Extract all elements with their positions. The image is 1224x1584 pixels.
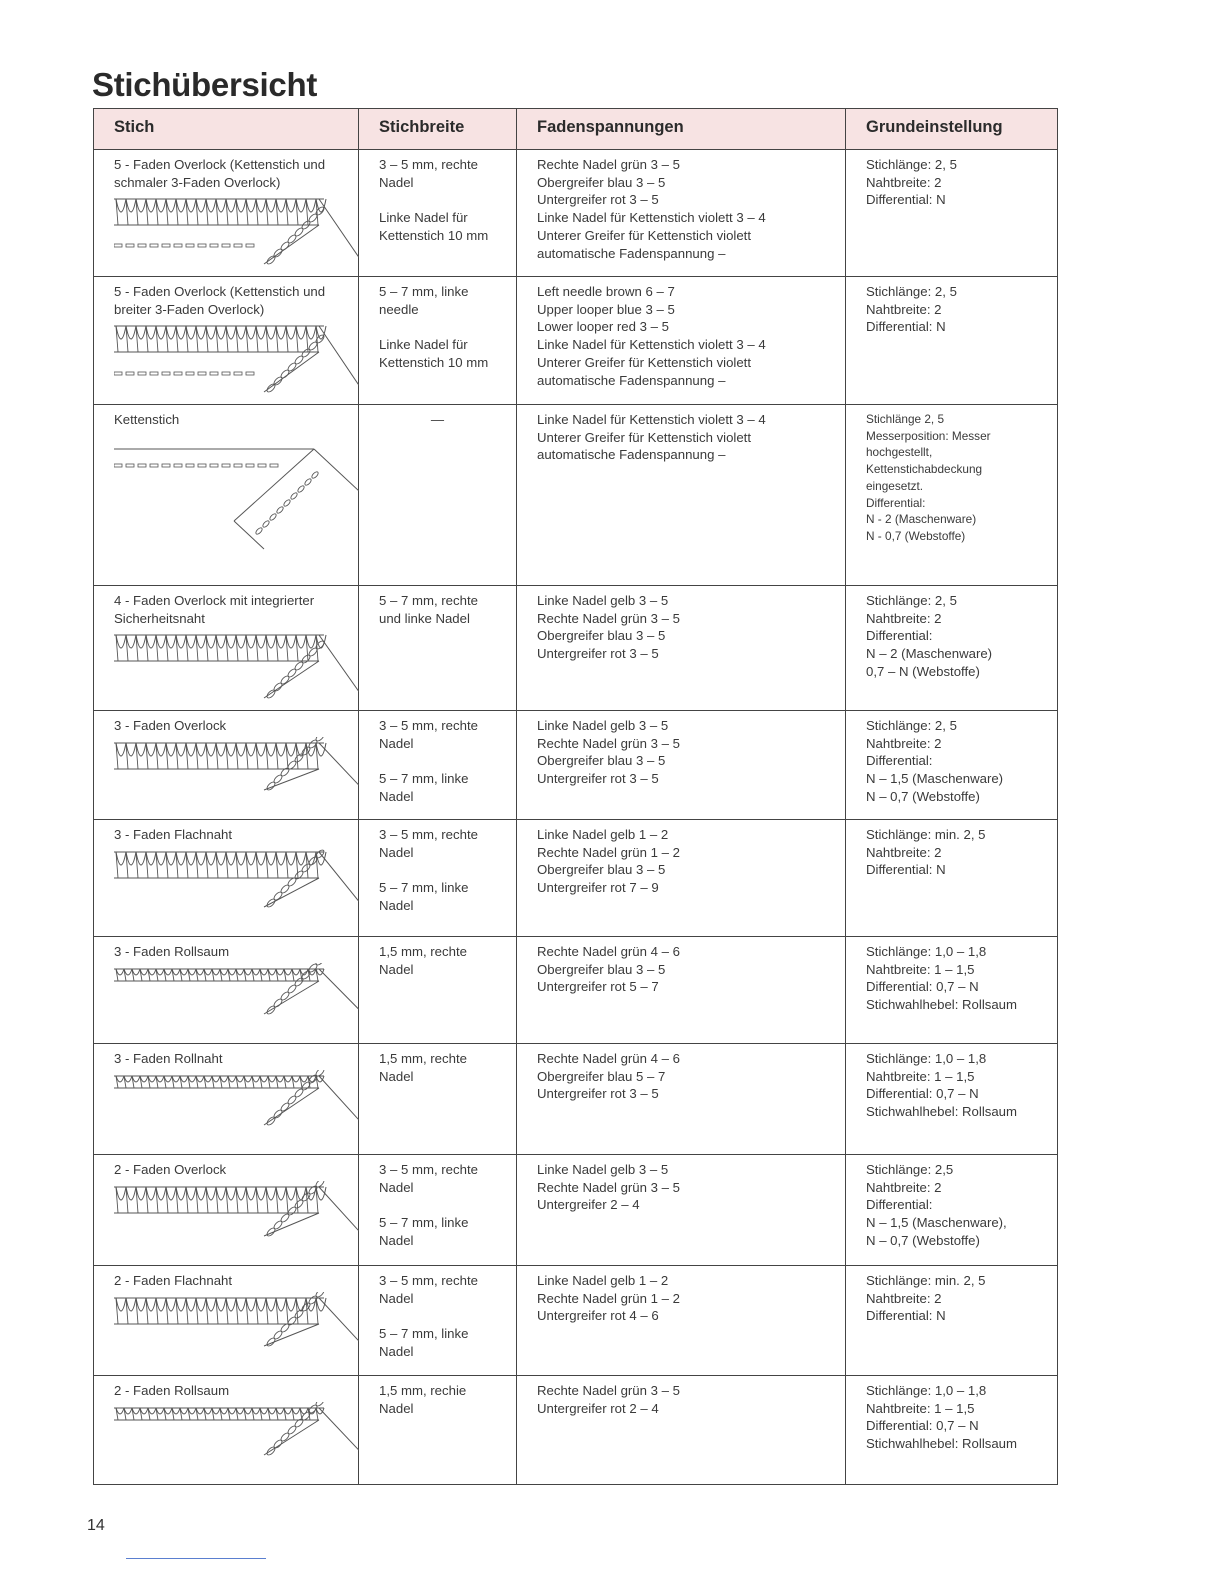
text-line: Differential: N	[866, 319, 946, 335]
stitch-name: 3 - Faden Flachnaht	[114, 827, 233, 842]
thread-tension-cell	[517, 820, 846, 937]
stitch-name: 2 - Faden Flachnaht	[114, 1273, 233, 1288]
text-line: N - 2 (Maschenware)	[866, 512, 977, 527]
stitch-illustration	[114, 431, 359, 551]
thread-tension-cell	[517, 277, 846, 405]
column-header-stich: Stich	[94, 109, 359, 150]
basic-setting-cell	[846, 820, 1058, 937]
text-line: 1,5 mm, rechte	[379, 1051, 467, 1066]
stitch-cell	[94, 1044, 359, 1155]
table-header-row	[94, 109, 1058, 150]
text-line: Nahtbreite: 2	[866, 844, 942, 860]
text-line: Rechte Nadel grün 3 – 5	[537, 1383, 680, 1398]
text-line: Kettenstich 10 mm	[379, 354, 489, 370]
text-line: Nadel	[379, 844, 414, 860]
page-number: 14	[87, 1517, 105, 1534]
text-line: Nadel	[379, 961, 414, 977]
stitch-name: Kettenstich	[114, 412, 180, 427]
text-line: Kettenstichabdeckung	[866, 462, 983, 477]
text-line: Nadel	[379, 174, 414, 190]
stitch-width-cell	[359, 1266, 517, 1376]
text-line: Kettenstich 10 mm	[379, 227, 489, 243]
text-line: 5 – 7 mm, linke	[379, 880, 469, 896]
stitch-cell	[94, 1376, 359, 1485]
text-line: Nahtbreite: 2	[866, 1179, 942, 1195]
thread-tension-cell	[517, 1266, 846, 1376]
table-row	[94, 820, 1058, 937]
text-line: Differential: 0,7 – N	[866, 1086, 979, 1102]
stitch-illustration	[114, 1292, 359, 1350]
stitch-width-cell	[359, 277, 517, 405]
text-line: Stichwahlhebel: Rollsaum	[866, 997, 1017, 1013]
text-line: Differential:	[866, 495, 926, 510]
stitch-name: 2 - Faden Overlock	[114, 1162, 227, 1177]
text-line: Untergreifer rot 3 – 5	[537, 771, 659, 787]
basic-setting-cell	[846, 277, 1058, 405]
text-line: hochgestellt,	[866, 445, 933, 460]
text-line: Obergreifer blau 3 – 5	[537, 628, 666, 644]
stitch-cell	[94, 711, 359, 820]
stitch-illustration	[114, 1402, 359, 1459]
text-line: N – 1,5 (Maschenware)	[866, 771, 1004, 787]
stitch-cell	[94, 820, 359, 937]
column-header-stichbreite: Stichbreite	[359, 109, 517, 150]
stitch-width-cell	[359, 586, 517, 711]
text-line: Nadel	[379, 897, 414, 913]
text-line: Nadel	[379, 1179, 414, 1195]
text-line: Unterer Greifer für Kettenstich violett	[537, 354, 752, 370]
text-line: Stichlänge: 2,5	[866, 1162, 954, 1177]
text-line: Differential:	[866, 1197, 933, 1213]
basic-setting-cell	[846, 150, 1058, 277]
spacer	[379, 191, 510, 209]
thread-tension-cell	[517, 586, 846, 711]
stitch-name: 3 - Faden Rollnaht	[114, 1051, 223, 1066]
text-line: Linke Nadel gelb 1 – 2	[537, 1273, 669, 1288]
text-line: 3 – 5 mm, rechte	[379, 1162, 478, 1177]
stitch-illustration	[114, 320, 359, 396]
text-line: Upper looper blue 3 – 5	[537, 301, 675, 317]
spacer	[379, 1196, 510, 1214]
text-line: Untergreifer rot 7 – 9	[537, 880, 659, 896]
text-line: Nadel	[379, 1068, 414, 1084]
stitch-cell	[94, 277, 359, 405]
text-line: Obergreifer blau 3 – 5	[537, 753, 666, 769]
thread-tension-cell	[517, 405, 846, 586]
text-line: Linke Nadel gelb 3 – 5	[537, 718, 669, 733]
text-line: N – 0,7 (Webstoffe)	[866, 788, 980, 804]
stitch-width-cell	[359, 820, 517, 937]
text-line: 1,5 mm, rechte	[379, 944, 467, 959]
stitch-width-cell	[359, 1155, 517, 1266]
text-line: Nahtbreite: 1 – 1,5	[866, 1400, 975, 1416]
stitch-width-cell	[359, 150, 517, 277]
text-line: Rechte Nadel grün 1 – 2	[537, 844, 680, 860]
stitch-name: 5 - Faden Overlock (Kettenstich und schmaler 3-Faden Overlock)	[114, 157, 326, 190]
empty-dash: —	[430, 412, 445, 427]
text-line: Linke Nadel für Kettenstich violett 3 – 4	[537, 210, 766, 226]
stitch-cell	[94, 937, 359, 1044]
stitch-illustration	[114, 193, 359, 268]
text-line: automatische Fadenspannung –	[537, 372, 726, 388]
stitch-illustration	[114, 846, 359, 911]
text-line: Nadel	[379, 1232, 414, 1248]
table-row	[94, 1155, 1058, 1266]
basic-setting-cell	[846, 1155, 1058, 1266]
stitch-name: 4 - Faden Overlock mit integrierter Sicherheitsnaht	[114, 593, 315, 626]
stitch-width-cell	[359, 405, 517, 586]
stitch-overview-table	[93, 108, 1058, 1485]
stitch-illustration	[114, 1070, 359, 1129]
stitch-cell	[94, 1155, 359, 1266]
text-line: Nadel	[379, 1400, 414, 1416]
text-line: Differential:	[866, 628, 933, 644]
spacer	[379, 318, 510, 336]
stitch-cell	[94, 586, 359, 711]
text-line: 5 – 7 mm, rechte	[379, 593, 478, 608]
stitch-illustration	[114, 1181, 359, 1240]
text-line: Rechte Nadel grün 3 – 5	[537, 610, 680, 626]
text-line: und linke Nadel	[379, 610, 470, 626]
text-line: Nahtbreite: 2	[866, 735, 942, 751]
text-line: 5 – 7 mm, linke	[379, 1215, 469, 1231]
text-line: Linke Nadel gelb 3 – 5	[537, 593, 669, 608]
stitch-cell	[94, 150, 359, 277]
text-line: Stichlänge: min. 2, 5	[866, 1273, 986, 1288]
stitch-illustration	[114, 963, 359, 1018]
text-line: Rechte Nadel grün 3 – 5	[537, 1179, 680, 1195]
text-line: 5 – 7 mm, linke	[379, 771, 469, 787]
stitch-cell	[94, 405, 359, 586]
stitch-name: 5 - Faden Overlock (Kettenstich und breiter 3-Faden Overlock)	[114, 284, 326, 317]
thread-tension-cell	[517, 1155, 846, 1266]
basic-setting-cell	[846, 1376, 1058, 1485]
spacer	[379, 752, 510, 770]
text-line: Differential: 0,7 – N	[866, 1418, 979, 1434]
text-line: Differential:	[866, 753, 933, 769]
text-line: Nahtbreite: 2	[866, 610, 942, 626]
text-line: Stichlänge: 1,0 – 1,8	[866, 1051, 987, 1066]
page-title: Stichübersicht	[92, 66, 318, 103]
text-line: Stichwahlhebel: Rollsaum	[866, 1436, 1017, 1452]
text-line: Stichlänge: 2, 5	[866, 718, 957, 733]
text-line: Nadel	[379, 1343, 414, 1359]
stitch-width-cell	[359, 937, 517, 1044]
text-line: Linke Nadel für Kettenstich violett 3 – 4	[537, 412, 766, 427]
text-line: eingesetzt.	[866, 478, 924, 493]
text-line: needle	[379, 301, 419, 317]
text-line: Linke Nadel gelb 3 – 5	[537, 1162, 669, 1177]
text-line: 3 – 5 mm, rechte	[379, 157, 478, 172]
spacer	[379, 861, 510, 879]
text-line: automatische Fadenspannung –	[537, 245, 726, 261]
text-line: Rechte Nadel grün 1 – 2	[537, 1290, 680, 1306]
text-line: Stichlänge: 2, 5	[866, 284, 957, 299]
text-line: Linke Nadel für Kettenstich violett 3 – 4	[537, 337, 766, 353]
text-line: Stichlänge: 2, 5	[866, 593, 957, 608]
text-line: Nahtbreite: 2	[866, 1290, 942, 1306]
text-line: Unterer Greifer für Kettenstich violett	[537, 227, 752, 243]
text-line: 5 – 7 mm, linke	[379, 284, 469, 299]
text-line: Nahtbreite: 2	[866, 301, 942, 317]
text-line: Stichlänge: 2, 5	[866, 157, 957, 172]
spacer	[379, 1307, 510, 1325]
text-line: 1,5 mm, rechie	[379, 1383, 467, 1398]
text-line: N – 2 (Maschenware)	[866, 646, 993, 662]
text-line: 0,7 – N (Webstoffe)	[866, 663, 980, 679]
text-line: N – 1,5 (Maschenware),	[866, 1215, 1007, 1231]
text-line: N – 0,7 (Webstoffe)	[866, 1232, 980, 1248]
table-row	[94, 586, 1058, 711]
thread-tension-cell	[517, 1376, 846, 1485]
text-line: Untergreifer rot 3 – 5	[537, 1086, 659, 1102]
text-line: Nadel	[379, 788, 414, 804]
basic-setting-cell	[846, 1044, 1058, 1155]
stitch-width-cell	[359, 711, 517, 820]
table-row	[94, 405, 1058, 586]
text-line: Nadel	[379, 735, 414, 751]
text-line: Rechte Nadel grün 4 – 6	[537, 1051, 680, 1066]
text-line: Stichlänge: 1,0 – 1,8	[866, 1383, 987, 1398]
text-line: Untergreifer rot 5 – 7	[537, 979, 659, 995]
text-line: Messerposition: Messer	[866, 428, 991, 443]
text-line: Obergreifer blau 3 – 5	[537, 174, 666, 190]
basic-setting-cell	[846, 711, 1058, 820]
text-line: Unterer Greifer für Kettenstich violett	[537, 429, 752, 445]
text-line: Nahtbreite: 1 – 1,5	[866, 961, 975, 977]
basic-setting-cell	[846, 937, 1058, 1044]
table-row	[94, 711, 1058, 820]
table-row	[94, 1376, 1058, 1485]
basic-setting-cell	[846, 405, 1058, 586]
thread-tension-cell	[517, 150, 846, 277]
thread-tension-cell	[517, 711, 846, 820]
text-line: Untergreifer rot 3 – 5	[537, 646, 659, 662]
text-line: Rechte Nadel grün 4 – 6	[537, 944, 680, 959]
basic-setting-cell	[846, 586, 1058, 711]
stitch-name: 3 - Faden Overlock	[114, 718, 227, 733]
stitch-name: 2 - Faden Rollsaum	[114, 1383, 230, 1398]
text-line: Left needle brown 6 – 7	[537, 284, 675, 299]
text-line: Differential: N	[866, 862, 946, 878]
thread-tension-cell	[517, 937, 846, 1044]
text-line: N - 0,7 (Webstoffe)	[866, 528, 966, 543]
text-line: Stichlänge 2, 5	[866, 412, 945, 426]
text-line: Rechte Nadel grün 3 – 5	[537, 735, 680, 751]
stitch-width-cell	[359, 1376, 517, 1485]
thread-tension-cell	[517, 1044, 846, 1155]
text-line: 5 – 7 mm, linke	[379, 1326, 469, 1342]
text-line: Linke Nadel für	[379, 210, 468, 226]
table-row	[94, 277, 1058, 405]
text-line: Untergreifer 2 – 4	[537, 1197, 640, 1213]
text-line: 3 – 5 mm, rechte	[379, 1273, 478, 1288]
table-row	[94, 150, 1058, 277]
text-line: Nadel	[379, 1290, 414, 1306]
stitch-width-cell	[359, 1044, 517, 1155]
text-line: Differential: N	[866, 1308, 946, 1324]
table-row	[94, 1266, 1058, 1376]
text-line: 3 – 5 mm, rechte	[379, 827, 478, 842]
stitch-name: 3 - Faden Rollsaum	[114, 944, 230, 959]
text-line: Obergreifer blau 3 – 5	[537, 961, 666, 977]
text-line: 3 – 5 mm, rechte	[379, 718, 478, 733]
column-header-fadenspannungen: Fadenspannungen	[517, 109, 846, 150]
footer-rule	[126, 1558, 266, 1559]
text-line: Untergreifer rot 2 – 4	[537, 1400, 659, 1416]
text-line: Nahtbreite: 2	[866, 174, 942, 190]
stitch-illustration	[114, 737, 359, 794]
column-header-grundeinstellung: Grundeinstellung	[846, 109, 1058, 150]
text-line: Linke Nadel gelb 1 – 2	[537, 827, 669, 842]
stitch-cell	[94, 1266, 359, 1376]
text-line: Obergreifer blau 3 – 5	[537, 862, 666, 878]
text-line: Obergreifer blau 5 – 7	[537, 1068, 666, 1084]
basic-setting-cell	[846, 1266, 1058, 1376]
text-line: Stichlänge: 1,0 – 1,8	[866, 944, 987, 959]
text-line: Nahtbreite: 1 – 1,5	[866, 1068, 975, 1084]
text-line: Differential: N	[866, 192, 946, 208]
text-line: Rechte Nadel grün 3 – 5	[537, 157, 680, 172]
text-line: Stichlänge: min. 2, 5	[866, 827, 986, 842]
text-line: Stichwahlhebel: Rollsaum	[866, 1104, 1017, 1120]
text-line: Lower looper red 3 – 5	[537, 319, 669, 335]
text-line: Untergreifer rot 4 – 6	[537, 1308, 659, 1324]
text-line: Differential: 0,7 – N	[866, 979, 979, 995]
text-line: Untergreifer rot 3 – 5	[537, 192, 659, 208]
text-line: automatische Fadenspannung –	[537, 447, 726, 463]
stitch-illustration	[114, 629, 359, 702]
table-row	[94, 1044, 1058, 1155]
table-row	[94, 937, 1058, 1044]
text-line: Linke Nadel für	[379, 337, 468, 353]
